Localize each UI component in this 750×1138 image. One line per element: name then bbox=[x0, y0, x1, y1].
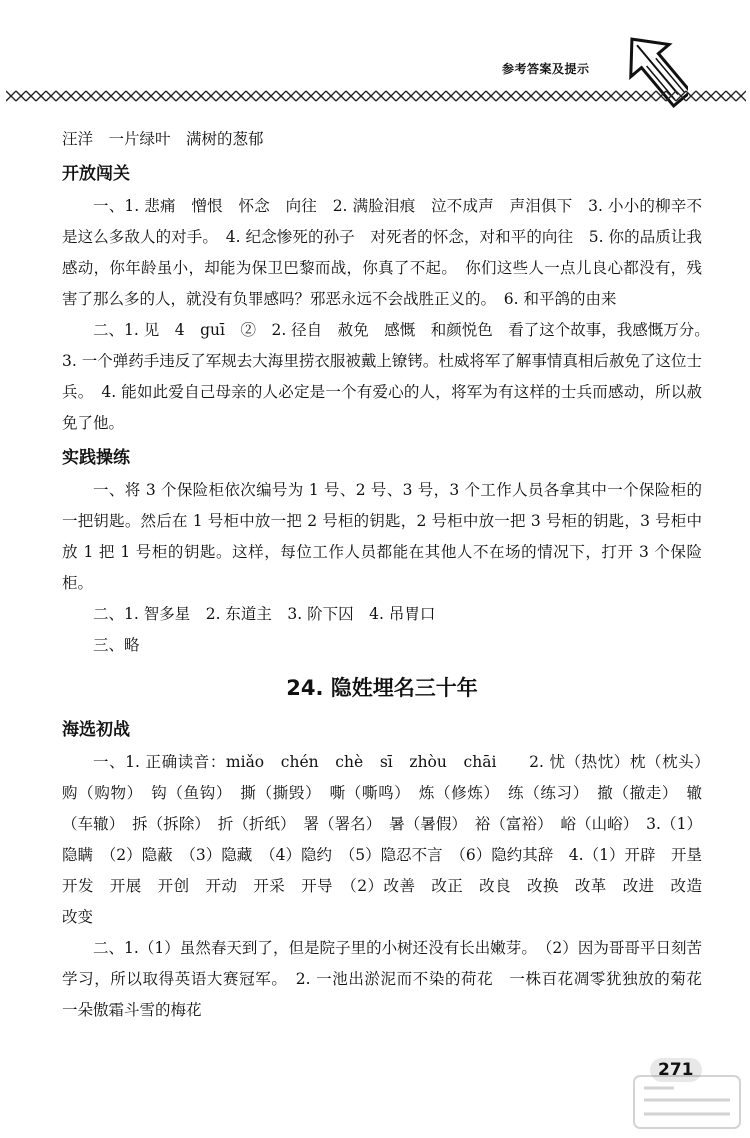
page-number: 271 bbox=[650, 1058, 702, 1082]
answer-paragraph: 二、1.（1）虽然春天到了，但是院子里的小树还没有长出嫩芽。 （2）因为哥哥平日刻苦学习，所以取得英语大赛冠军。 2. 一池出淤泥而不染的荷花 一株百花凋零犹独放的菊花 一朵傲霜斗雪的梅花 bbox=[62, 939, 718, 1019]
answer-content bbox=[62, 124, 718, 1026]
answer-paragraph: 三、略 bbox=[93, 636, 140, 654]
section-heading-open: 开放闯关 bbox=[62, 164, 130, 184]
answer-paragraph: 二、1. 智多星 2. 东道主 3. 阶下囚 4. 吊胃口 bbox=[93, 605, 436, 623]
answer-paragraph: 二、1. 见 4 guī ② 2. 径自 赦免 感慨 和颜悦色 看了这个故事，我感慨万分。 3. 一个弹药手违反了军规去大海里捞衣服被戴上镣铐。杜威将军了解事情真相后赦免了这位士兵。 4. 能如此爱自己母亲的人必定是一个有爱心的人，将军为有这样的士兵而感动，所以赦免了他。 bbox=[62, 321, 718, 432]
header-label: 参考答案及提示 bbox=[502, 62, 590, 76]
answer-paragraph: 一、1. 正确读音：miǎo chén chè sī zhòu chāi 2. 忧（热忱）枕（枕头） 购（购物） 钩（鱼钩） 撕（撕毁） 嘶（嘶鸣） 炼（修炼） 练（练习） 撤（撤走） 辙（车辙） 拆（拆除） 折（折纸） 署（署名） 暑（暑假） 裕（富裕） 峪（山峪） 3.（1）隐瞒 （2）隐蔽 （3）隐藏 （4）隐约 （5）隐忍不言 （6）隐约其辞 4.（1）开辟 开垦 开发 开展 开创 开动 开采 开导 （2）改善 改正 改良 改换 改革 改进 改造 改变 bbox=[62, 753, 718, 926]
answer-paragraph: 一、1. 悲痛 憎恨 怀念 向往 2. 满脸泪痕 泣不成声 声泪俱下 3. 小小的柳辛不是这么多敌人的对手。 4. 纪念惨死的孙子 对死者的怀念，对和平的向往 5. 你的品质让我感动，你年龄虽小，却能为保卫巴黎而战，你真了不起。 你们这些人一点儿良心都没有，残害了那么多的人，就没有负罪感吗？邪恶永远不会战胜正义的。 6. 和平鸽的由来 bbox=[62, 197, 702, 308]
answer-paragraph: 一、将 3 个保险柜依次编号为 1 号、2 号、3 号，3 个工作人员各拿其中一个保险柜的一把钥匙。然后在 1 号柜中放一把 2 号柜的钥匙，2 号柜中放一把 3 号柜的钥匙，3 号柜中放 1 把 1 号柜的钥匙。这样，每位工作人员都能在其他人不在场的情况下，打开 3 个保险柜。 bbox=[62, 481, 702, 592]
section-heading-practice: 实践操练 bbox=[62, 448, 130, 468]
watermark-logo bbox=[632, 1074, 742, 1130]
line-intro: 汪洋 一片绿叶 满树的葱郁 bbox=[62, 130, 264, 148]
zigzag-divider bbox=[6, 88, 746, 104]
chapter-title: 24. 隐姓埋名三十年 bbox=[286, 676, 478, 700]
section-heading-first: 海选初战 bbox=[62, 720, 130, 740]
